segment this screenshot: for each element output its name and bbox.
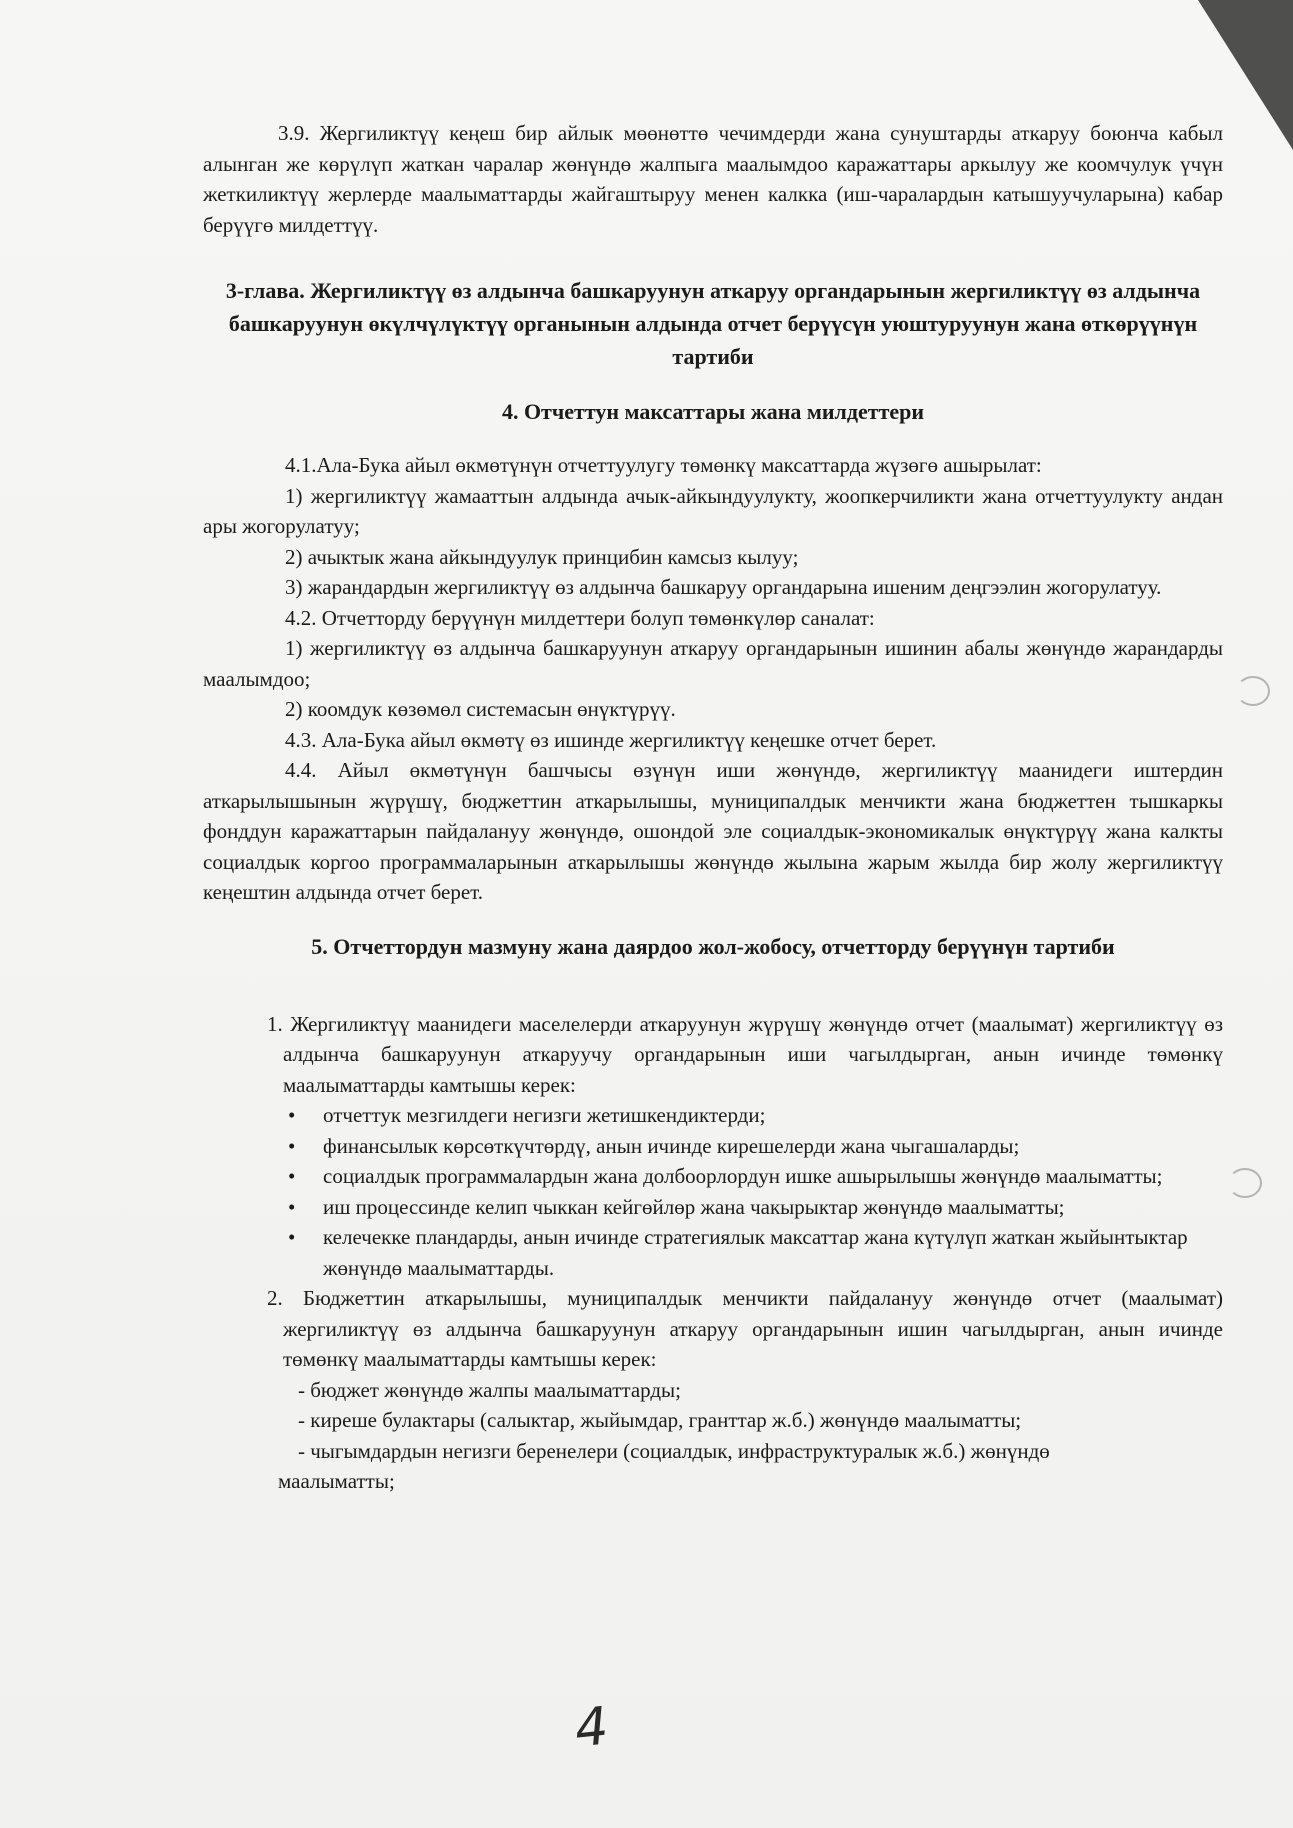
list-item-continuation: маалыматты;: [278, 1469, 395, 1493]
list-item: • социалдык программалардын жана долбоорлордун ишке ашырылышы жөнүндө маалыматты;: [288, 1161, 1223, 1192]
list-item: • келечекке пландарды, анын ичинде стратегиялык максаттар жана күтүлүп жаткан жыйынтыктар жөнүндө маалыматтарды.: [288, 1222, 1223, 1283]
chapter-3-title: 3-глава. Жергиликтүү өз алдынча башкаруунун аткаруу органдарынын жергиликтүү өз алдынча башкаруунун өкүлчүлүктүү органынын алдында отчет берүүсүн уюштуруунун жана өткөрүүнүн тартиби: [225, 278, 1201, 369]
list-item: • финансылык көрсөткүчтөрдү, анын ичинде кирешелерди жана чыгашаларды;: [288, 1131, 1223, 1162]
page-number: 4: [571, 1696, 612, 1760]
list-item: • отчеттук мезгилдеги негизги жетишкендиктерди;: [288, 1100, 1223, 1131]
punch-hole-mark: [1228, 1168, 1262, 1198]
paragraph-4-3: 4.3. Ала-Бука айыл өкмөтү өз ишинде жергиликтүү кеңешке отчет берет.: [285, 727, 937, 752]
document-body: [203, 118, 1223, 1497]
paragraph-4-1-item-3: 3) жарандардын жергиликтүү өз алдынча башкаруу органдарына ишеним деңгээлин жогорулатуу.: [285, 575, 1162, 599]
list-item: - киреше булактары (салыктар, жыйымдар, гранттар ж.б.) жөнүндө маалыматты;: [298, 1408, 1022, 1432]
punch-hole-mark: [1236, 676, 1270, 706]
paragraph-4-1-item-2: 2) ачыктык жана айкындуулук принцибин камсыз кылуу;: [285, 544, 799, 569]
list-item: • иш процессинде келип чыккан кейгөйлөр жана чакырыктар жөнүндө маалыматты;: [288, 1192, 1223, 1223]
paragraph-4-2-item-2: 2) коомдук көзөмөл системасын өнүктүрүү.: [285, 697, 676, 721]
paragraph-5-1: 1. Жергиликтүү маанидеги маселелерди аткаруунун жүрүшү жөнүндө отчет (маалымат) жергиликтүү өз алдынча башкаруунун аткаруучу органдарынын иши чагылдырган, анын ичинде төмөнкү маалыматтарды камтышы керек:: [267, 1011, 1223, 1097]
paragraph-4-2-item-1: 1) жергиликтүү өз алдынча башкаруунун аткаруу органдарынын ишинин абалы жөнүндө жарандарды маалымдоо;: [203, 636, 1223, 691]
paragraph-4-2: 4.2. Отчетторду берүүнүн милдеттери болуп төмөнкүлөр саналат:: [285, 605, 875, 630]
paragraph-4-1-item-1: 1) жергиликтүү жамааттын алдында ачык-айкындуулукту, жоопкерчиликти жана отчеттуулукту андан ары жогорулатуу;: [203, 483, 1223, 538]
paragraph-4-1: 4.1.Ала-Бука айыл өкмөтүнүн отчеттуулугу төмөнкү максаттарда жүзөгө ашырылат:: [285, 453, 1042, 477]
section-5-title: 5. Отчеттордун мазмуну жана даярдоо жол-жобосу, отчетторду берүүнүн тартиби: [311, 933, 1115, 959]
paragraph-5-2: 2. Бюджеттин аткарылышы, муниципалдык менчикти пайдалануу жөнүндө отчет (маалымат) жергиликтүү өз алдынча башкаруунун аткаруу органдарынын ишин чагылдырган, анын ичинде төмөнкү маалыматтарды камтышы керек:: [267, 1286, 1223, 1371]
list-item: - чыгымдардын негизги беренелери (социалдык, инфраструктуралык ж.б.) жөнүндө: [298, 1438, 1050, 1463]
paragraph-3-9: 3.9. Жергиликтүү кеңеш бир айлык мөөнөттө чечимдерди жана сунуштарды аткаруу боюнча кабыл алынган же көрүлүп жаткан чаралар жөнүндө жалпыга маалымдоо каражаттары аркылуу же коомчулук үчүн жеткиликтүү жерлерде маалыматтарды жайгаштыруу менен калкка (иш-чаралардын катышуучуларына) кабар берүүгө милдеттүү.: [203, 121, 1223, 237]
section-4-title: 4. Отчеттун максаттары жана милдеттери: [501, 399, 925, 424]
list-item: - бюджет жөнүндө жалпы маалыматтарды;: [298, 1377, 681, 1402]
paragraph-4-4: 4.4. Айыл өкмөтүнүн башчысы өзүнүн иши жөнүндө, жергиликтүү маанидеги иштердин аткарылышынын жүрүшү, бюджеттин аткарылышы, муниципалдык менчикти жана бюджеттен тышкаркы фонддун каражаттарын пайдалануу жөнүндө, ошондой эле социалдык-экономикалык өнүктүрүү жана калкты социалдык коргоо программаларынын аткарылышы жөнүндө жылына жарым жылда бир жолу жергиликтүү кеңештин алдында отчет берет.: [203, 758, 1223, 904]
section-5-1-bullet-list: [203, 1100, 1223, 1283]
